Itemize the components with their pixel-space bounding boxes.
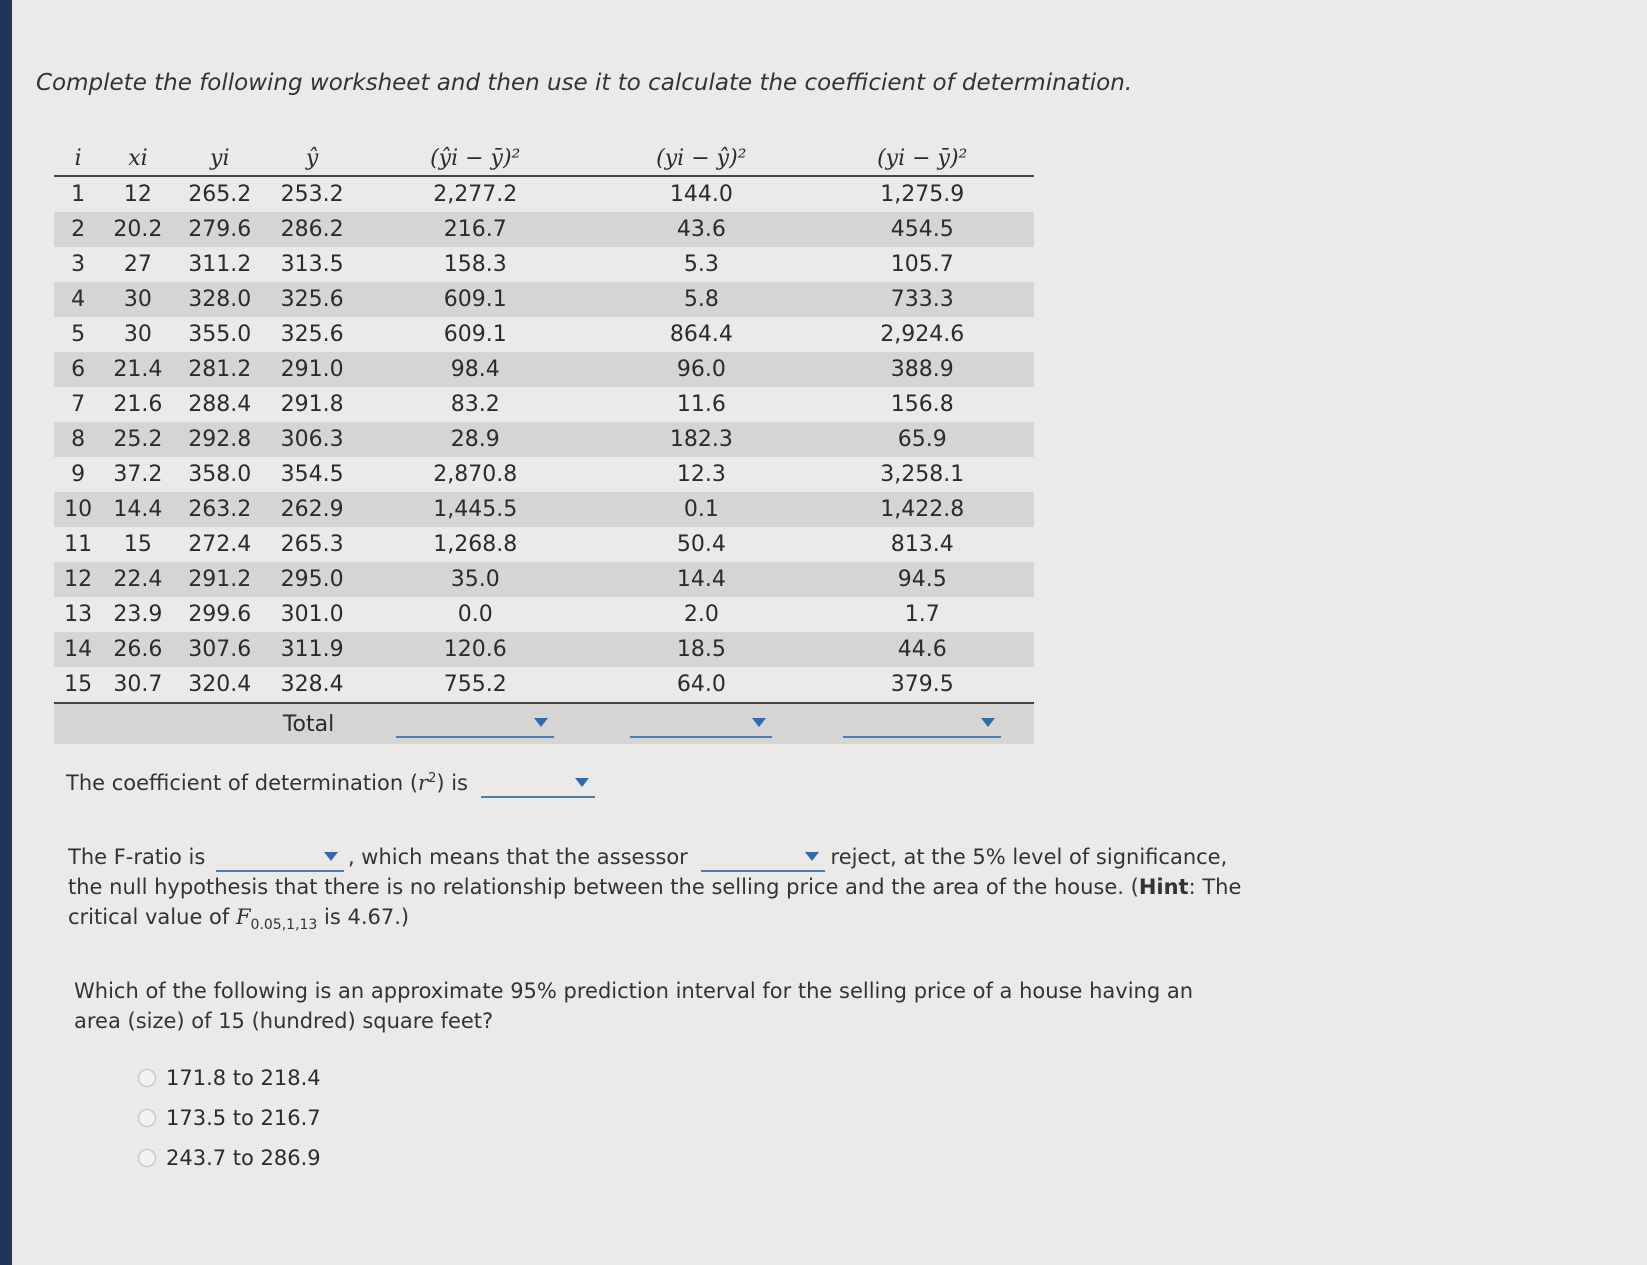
cell-y-minus-ybar-sq: 3,258.1	[880, 462, 965, 487]
worksheet-table	[54, 140, 1034, 744]
cell-yhat-minus-ybar-sq: 609.1	[443, 322, 507, 347]
cell-yhat-minus-ybar-sq: 1,268.8	[433, 532, 518, 557]
coef-sup: 2	[428, 771, 437, 786]
instructions-text: Complete the following worksheet and then use it to calculate the coefficient of determination.	[36, 70, 1133, 96]
cell-y-minus-yhat-sq: 18.5	[592, 632, 810, 667]
table-row	[54, 632, 1034, 667]
cell-xi: 30	[123, 322, 152, 347]
cell-y-minus-yhat-sq: 0.1	[592, 492, 810, 527]
cell-yi: 288.4	[188, 392, 252, 417]
cell-yi: 291.2	[174, 562, 266, 597]
cell-yi: 328.0	[174, 282, 266, 317]
cell-yhat: 306.3	[266, 422, 358, 457]
cell-xi: 26.6	[102, 632, 173, 667]
hint-label: Hint	[1138, 875, 1189, 899]
cell-y-minus-ybar-sq: 388.9	[810, 352, 1034, 387]
option-3[interactable]	[138, 1138, 321, 1178]
total-cell-ssr	[358, 703, 592, 744]
cell-i: 13	[64, 602, 93, 627]
radio-button[interactable]	[138, 1149, 156, 1167]
cell-y-minus-yhat-sq: 864.4	[669, 322, 733, 347]
cell-xi: 23.9	[113, 602, 163, 627]
coefficient-dropdown[interactable]	[481, 770, 595, 798]
assessor-dropdown[interactable]	[701, 844, 825, 872]
cell-i: 2	[54, 212, 102, 247]
table-row	[54, 562, 1034, 597]
cell-yi: 320.4	[188, 672, 252, 697]
cell-y-minus-yhat-sq: 182.3	[592, 422, 810, 457]
cell-xi: 15	[123, 532, 152, 557]
cell-yhat-minus-ybar-sq: 35.0	[358, 562, 592, 597]
coef-symbol: r	[418, 771, 429, 795]
cell-yhat: 325.6	[280, 322, 344, 347]
hint-text: : The critical value of	[68, 875, 1242, 929]
cell-y-minus-yhat-sq: 14.4	[592, 562, 810, 597]
header-y-minus-yhat-sq: (yi − ŷ)²	[592, 140, 810, 176]
table-row	[54, 247, 1034, 282]
cell-yhat-minus-ybar-sq: 0.0	[457, 602, 493, 627]
cell-yhat: 253.2	[280, 182, 344, 207]
header-y-minus-ybar-sq: (yi − ȳ)²	[810, 140, 1034, 176]
cell-yhat-minus-ybar-sq: 158.3	[443, 252, 507, 277]
cell-yhat-minus-ybar-sq: 609.1	[358, 282, 592, 317]
total-label: Total	[54, 703, 358, 744]
cell-i: 7	[71, 392, 86, 417]
cell-yhat-minus-ybar-sq: 28.9	[358, 422, 592, 457]
fratio-dropdown[interactable]	[216, 844, 344, 872]
cell-i: 4	[54, 282, 102, 317]
cell-y-minus-ybar-sq: 2,924.6	[880, 322, 965, 347]
dropdown-arrow-icon	[575, 778, 589, 787]
table-row	[54, 597, 1034, 632]
cell-xi: 12	[123, 182, 152, 207]
cell-yhat: 325.6	[266, 282, 358, 317]
table-row	[54, 212, 1034, 247]
table-row	[54, 352, 1034, 387]
cell-i: 12	[54, 562, 102, 597]
cell-i: 5	[71, 322, 86, 347]
header-yhat-minus-ybar-sq: (ŷi − ȳ)²	[358, 140, 592, 176]
cell-i: 14	[54, 632, 102, 667]
cell-y-minus-yhat-sq: 5.3	[683, 252, 719, 277]
cell-yhat: 291.0	[266, 352, 358, 387]
cell-yi: 263.2	[174, 492, 266, 527]
cell-xi: 14.4	[102, 492, 173, 527]
table-row	[54, 527, 1034, 562]
cell-y-minus-ybar-sq: 1,422.8	[810, 492, 1034, 527]
cell-i: 1	[71, 182, 86, 207]
crit-tail: is 4.67.)	[317, 905, 410, 929]
coef-suffix: ) is	[436, 771, 469, 795]
cell-y-minus-ybar-sq: 454.5	[810, 212, 1034, 247]
total-ssr-dropdown[interactable]	[396, 710, 554, 738]
table-row	[54, 282, 1034, 317]
cell-yhat-minus-ybar-sq: 2,277.2	[433, 182, 518, 207]
table-row	[54, 667, 1034, 703]
cell-yhat-minus-ybar-sq: 755.2	[443, 672, 507, 697]
cell-y-minus-ybar-sq: 733.3	[810, 282, 1034, 317]
prediction-options	[138, 1058, 321, 1178]
cell-y-minus-ybar-sq: 156.8	[890, 392, 954, 417]
cell-xi: 30.7	[113, 672, 163, 697]
table-row	[54, 492, 1034, 527]
cell-y-minus-ybar-sq: 379.5	[890, 672, 954, 697]
cell-yi: 272.4	[188, 532, 252, 557]
cell-y-minus-ybar-sq: 1,275.9	[880, 182, 965, 207]
cell-y-minus-yhat-sq: 43.6	[592, 212, 810, 247]
cell-yhat: 311.9	[266, 632, 358, 667]
cell-xi: 21.6	[113, 392, 163, 417]
cell-xi: 37.2	[113, 462, 163, 487]
cell-yi: 355.0	[188, 322, 252, 347]
cell-yhat-minus-ybar-sq: 216.7	[358, 212, 592, 247]
option-2[interactable]	[138, 1098, 321, 1138]
option-1[interactable]	[138, 1058, 321, 1098]
left-edge-bar	[0, 0, 12, 1265]
cell-yhat: 286.2	[266, 212, 358, 247]
cell-y-minus-ybar-sq: 105.7	[890, 252, 954, 277]
cell-yhat: 301.0	[280, 602, 344, 627]
cell-yi: 307.6	[174, 632, 266, 667]
total-sst-dropdown[interactable]	[843, 710, 1001, 738]
cell-yhat: 354.5	[280, 462, 344, 487]
cell-xi: 21.4	[102, 352, 173, 387]
total-sse-dropdown[interactable]	[630, 710, 772, 738]
cell-xi: 20.2	[102, 212, 173, 247]
table-row	[54, 176, 1034, 212]
fratio-part2: , which means that the assessor	[347, 845, 688, 869]
cell-y-minus-ybar-sq: 65.9	[810, 422, 1034, 457]
header-yhat: ŷ	[266, 140, 358, 176]
table-row	[54, 317, 1034, 352]
option-label: 243.7 to 286.9	[166, 1146, 321, 1170]
crit-sub: 0.05,1,13	[250, 917, 318, 934]
dropdown-arrow-icon	[752, 718, 766, 727]
cell-yi: 358.0	[188, 462, 252, 487]
cell-yi: 281.2	[174, 352, 266, 387]
cell-y-minus-ybar-sq: 44.6	[810, 632, 1034, 667]
radio-button[interactable]	[138, 1069, 156, 1087]
fratio-part3: reject, at the 5% level of significance, the null hypothesis that there is no relationship between the selling price and the area of the house. (	[68, 845, 1228, 899]
table-row	[54, 457, 1034, 492]
option-label: 173.5 to 216.7	[166, 1106, 321, 1130]
cell-yhat: 262.9	[266, 492, 358, 527]
cell-i: 8	[54, 422, 102, 457]
cell-i: 10	[54, 492, 102, 527]
cell-yi: 279.6	[174, 212, 266, 247]
dropdown-arrow-icon	[805, 852, 819, 861]
cell-yi: 311.2	[188, 252, 252, 277]
cell-y-minus-yhat-sq: 96.0	[592, 352, 810, 387]
cell-y-minus-yhat-sq: 144.0	[669, 182, 733, 207]
dropdown-arrow-icon	[534, 718, 548, 727]
cell-yi: 265.2	[188, 182, 252, 207]
table-header-row	[54, 140, 1034, 176]
header-yi: yi	[174, 140, 266, 176]
cell-y-minus-ybar-sq: 94.5	[810, 562, 1034, 597]
total-cell-sst	[810, 703, 1034, 744]
coef-prefix: The coefficient of determination (	[66, 771, 419, 795]
table-row	[54, 387, 1034, 422]
coefficient-question	[66, 764, 595, 798]
cell-yhat-minus-ybar-sq: 2,870.8	[433, 462, 518, 487]
cell-yhat: 295.0	[266, 562, 358, 597]
cell-i: 3	[71, 252, 86, 277]
table-row	[54, 422, 1034, 457]
cell-yhat-minus-ybar-sq: 83.2	[450, 392, 500, 417]
dropdown-arrow-icon	[981, 718, 995, 727]
cell-yhat: 291.8	[280, 392, 344, 417]
prediction-question: Which of the following is an approximate 95% prediction interval for the selling price of a house having an area (size) of 15 (hundred) square feet?	[74, 979, 1194, 1033]
crit-symbol: F	[235, 905, 251, 929]
cell-y-minus-yhat-sq: 5.8	[592, 282, 810, 317]
cell-y-minus-yhat-sq: 11.6	[676, 392, 726, 417]
cell-xi: 22.4	[102, 562, 173, 597]
cell-yhat-minus-ybar-sq: 120.6	[358, 632, 592, 667]
cell-i: 11	[64, 532, 93, 557]
header-xi: xi	[102, 140, 173, 176]
cell-xi: 27	[123, 252, 152, 277]
cell-yhat-minus-ybar-sq: 1,445.5	[358, 492, 592, 527]
cell-yhat: 328.4	[280, 672, 344, 697]
dropdown-arrow-icon	[324, 852, 338, 861]
cell-i: 9	[71, 462, 86, 487]
fratio-question	[68, 842, 1248, 940]
cell-y-minus-yhat-sq: 2.0	[683, 602, 719, 627]
fratio-part1: The F-ratio is	[68, 845, 206, 869]
total-row	[54, 703, 1034, 744]
cell-i: 15	[64, 672, 93, 697]
cell-yi: 292.8	[174, 422, 266, 457]
cell-yhat: 265.3	[280, 532, 344, 557]
cell-y-minus-ybar-sq: 813.4	[890, 532, 954, 557]
cell-yi: 299.6	[188, 602, 252, 627]
cell-y-minus-yhat-sq: 12.3	[676, 462, 726, 487]
cell-y-minus-yhat-sq: 50.4	[676, 532, 726, 557]
cell-yhat: 313.5	[280, 252, 344, 277]
cell-y-minus-ybar-sq: 1.7	[904, 602, 940, 627]
header-i: i	[54, 140, 102, 176]
cell-xi: 25.2	[102, 422, 173, 457]
total-cell-sse	[592, 703, 810, 744]
radio-button[interactable]	[138, 1109, 156, 1127]
cell-yhat-minus-ybar-sq: 98.4	[358, 352, 592, 387]
cell-i: 6	[54, 352, 102, 387]
option-label: 171.8 to 218.4	[166, 1066, 321, 1090]
cell-xi: 30	[102, 282, 173, 317]
cell-y-minus-yhat-sq: 64.0	[676, 672, 726, 697]
